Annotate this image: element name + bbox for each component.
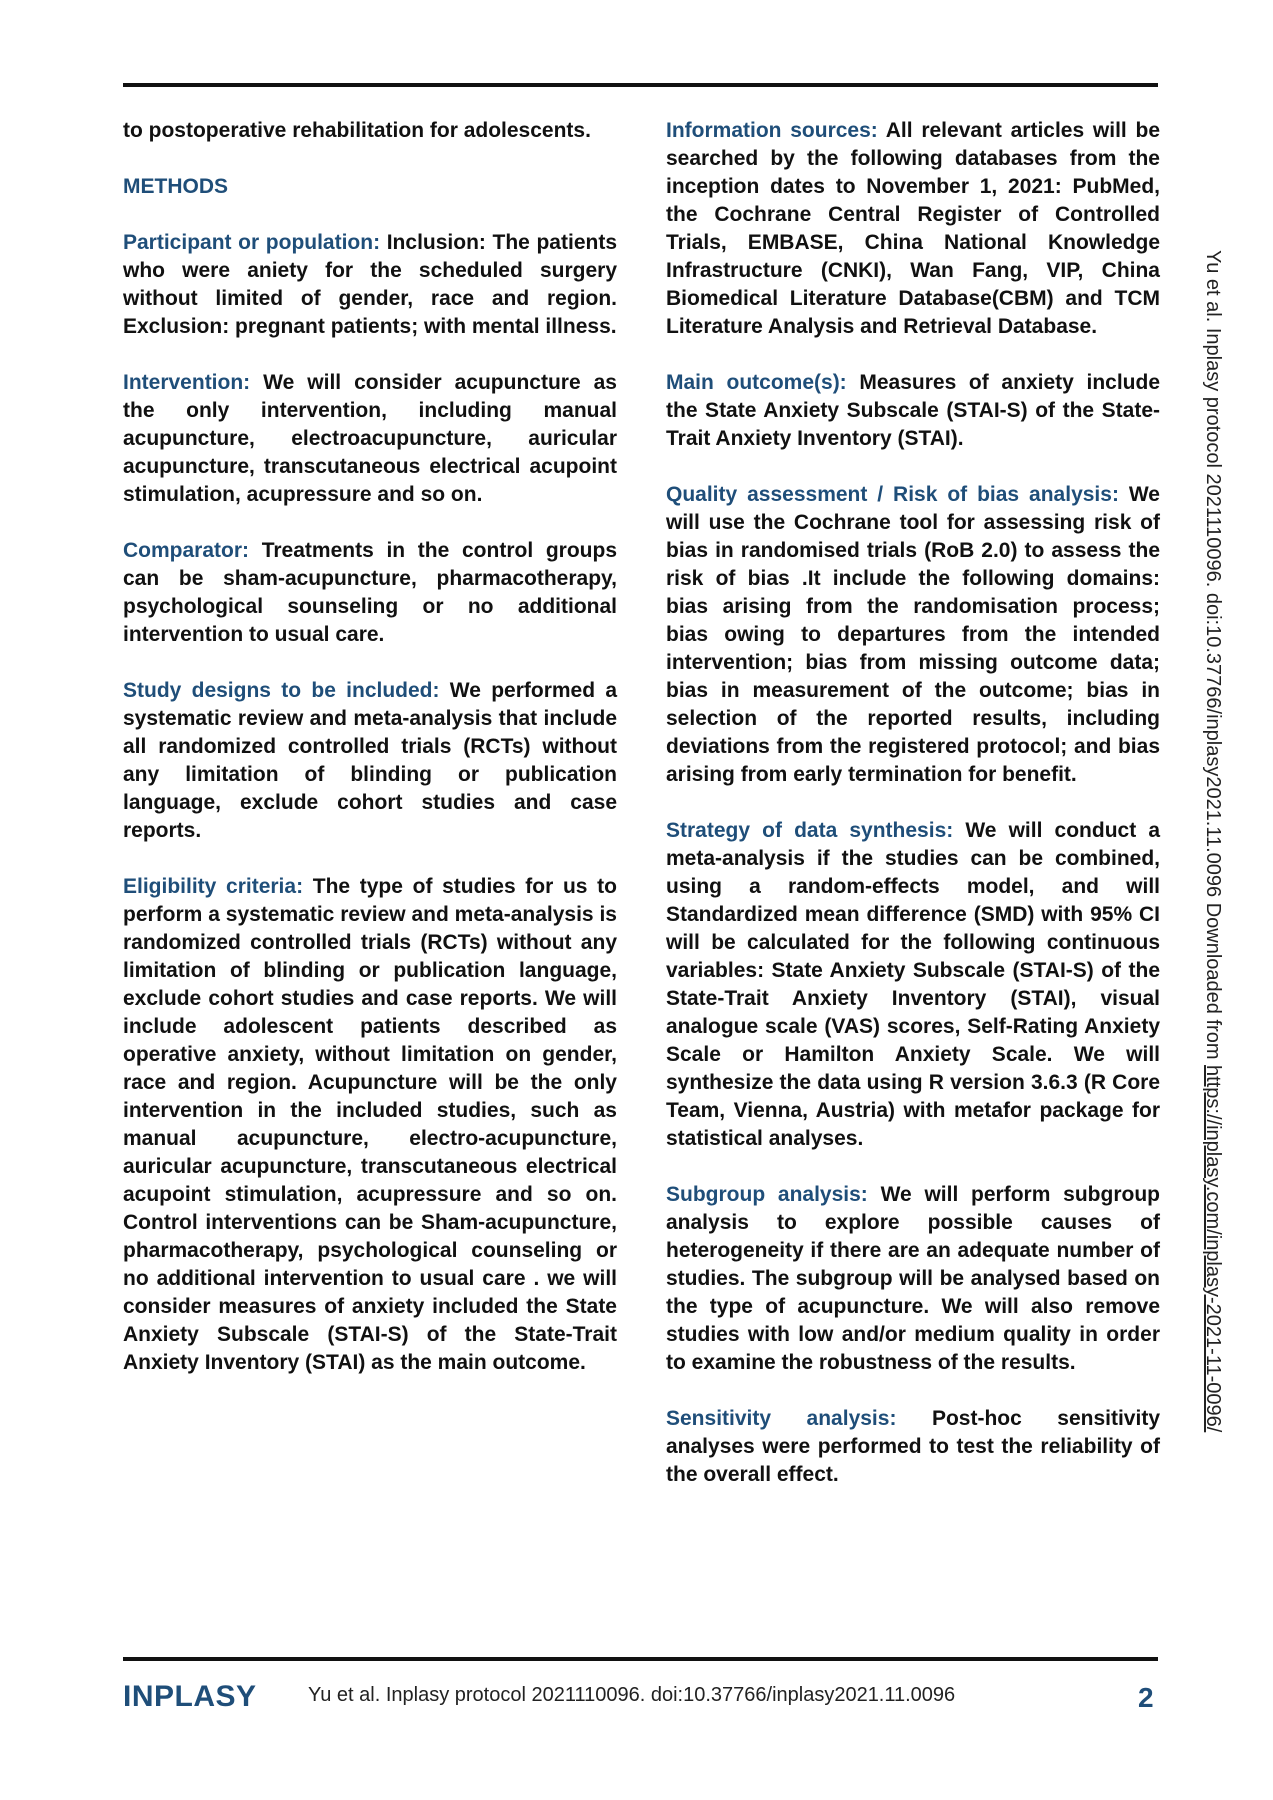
download-sidebar	[1201, 250, 1225, 1432]
section-subgroup-analysis	[666, 1181, 1160, 1377]
section-text: Measures of anxiety include the State Anxiety Subscale (STAI-S) of the State-Trait Anxiety Inventory (STAI).	[666, 371, 1160, 450]
section-label: Comparator:	[123, 539, 250, 562]
page-number: 2	[1138, 1682, 1154, 1713]
section-label: Subgroup analysis:	[666, 1183, 868, 1206]
section-label: Quality assessment / Risk of bias analysis:	[666, 483, 1119, 506]
section-study-designs	[123, 677, 617, 845]
section-quality-assessment	[666, 481, 1160, 789]
section-text: Inclusion: The patients who were aniety for the scheduled surgery without limited of gender, race and region. Exclusion: pregnant patients; with mental illness.	[123, 231, 617, 338]
right-column	[666, 117, 1160, 1517]
section-label: Main outcome(s):	[666, 371, 847, 394]
methods-heading: METHODS	[123, 175, 228, 198]
footer-rule	[123, 1657, 1158, 1661]
section-label: Information sources:	[666, 119, 878, 142]
section-label: Study designs to be included:	[123, 679, 440, 702]
section-text: We will conduct a meta-analysis if the studies can be combined, using a random-effects model, and will Standardized mean difference (SMD) with 95% CI will be calculated for the following continuous variables: State Anxiety Subscale (STAI-S) of the State-Trait Anxiety Inventory (STAI), visual analogue scale (VAS) scores, Self-Rating Anxiety Scale or Hamilton Anxiety Scale. We will synthesize the data using R version 3.6.3 (R Core Team, Vienna, Austria) with metafor package for statistical analyses.	[666, 819, 1161, 1150]
section-sensitivity-analysis	[666, 1405, 1160, 1489]
section-label: Participant or population:	[123, 231, 381, 254]
section-participant	[123, 229, 617, 341]
section-intervention	[123, 369, 617, 509]
section-label: Sensitivity analysis:	[666, 1407, 897, 1430]
section-label: Eligibility criteria:	[123, 875, 304, 898]
section-label: Strategy of data synthesis:	[666, 819, 954, 842]
section-text: We performed a systematic review and meta-analysis that include all randomized controlled trials (RCTs) without any limitation of blinding or publication language, exclude cohort studies and case reports.	[123, 679, 618, 842]
header-rule	[123, 83, 1158, 87]
section-comparator	[123, 537, 617, 649]
footer-brand: INPLASY	[123, 1680, 257, 1713]
section-text: Post-hoc sensitivity analyses were performed to test the reliability of the overall effect.	[666, 1407, 1160, 1486]
section-text: We will consider acupuncture as the only intervention, including manual acupuncture, electroacupuncture, auricular acupuncture, transcutaneous electrical acupoint stimulation, acupressure and so on.	[123, 371, 617, 506]
download-link[interactable]: https://inplasy.com/inplasy-2021-11-0096/	[1202, 1065, 1224, 1433]
section-information-sources	[666, 117, 1160, 341]
section-data-synthesis	[666, 817, 1160, 1153]
sidebar-text: Yu et al. Inplasy protocol 2021110096. doi:10.37766/inplasy2021.11.0096 Downloaded from	[1202, 250, 1224, 1066]
section-text: All relevant articles will be searched by the following databases from the inception dates to November 1, 2021: PubMed, the Cochrane Central Register of Controlled Trials, EMBASE, China National Knowledge Infrastructure (CNKI), Wan Fang, VIP, China Biomedical Literature Database(CBM) and TCM Literature Analysis and Retrieval Database.	[666, 119, 1160, 338]
section-text: We will perform subgroup analysis to explore possible causes of heterogeneity if there are an adequate number of studies. The subgroup will be analysed based on the type of acupuncture. We will also remove studies with low and/or medium quality in order to examine the robustness of the results.	[666, 1183, 1160, 1374]
intro-paragraph: to postoperative rehabilitation for adolescents.	[123, 119, 591, 142]
section-main-outcomes	[666, 369, 1160, 453]
section-text: The type of studies for us to perform a systematic review and meta-analysis is randomized controlled trials (RCTs) without any limitation of blinding or publication language, exclude cohort studies and case reports. We will include adolescent patients described as operative anxiety, without limitation on gender, race and region. Acupuncture will be the only intervention in the included studies, such as manual acupuncture, electro-acupuncture, auricular acupuncture, transcutaneous electrical acupoint stimulation, acupressure and so on. Control interventions can be Sham-acupuncture, pharmacotherapy, psychological counseling or no additional intervention to usual care . we will consider measures of anxiety included the State Anxiety Subscale (STAI-S) of the State-Trait Anxiety Inventory (STAI) as the main outcome.	[123, 875, 617, 1374]
section-text: Treatments in the control groups can be sham-acupuncture, pharmacotherapy, psychological sounseling or no additional intervention to usual care.	[123, 539, 617, 646]
section-label: Intervention:	[123, 371, 251, 394]
left-column	[123, 117, 617, 1405]
footer-citation: Yu et al. Inplasy protocol 2021110096. doi:10.37766/inplasy2021.11.0096	[308, 1684, 956, 1706]
section-text: We will use the Cochrane tool for assessing risk of bias in randomised trials (RoB 2.0) to assess the risk of bias .It include the following domains: bias arising from the randomisation process; bias owing to departures from the intended intervention; bias from missing outcome data; bias in measurement of the outcome; bias in selection of the reported results, including deviations from the registered protocol; and bias arising from early termination for benefit.	[666, 483, 1160, 786]
section-eligibility	[123, 873, 617, 1377]
